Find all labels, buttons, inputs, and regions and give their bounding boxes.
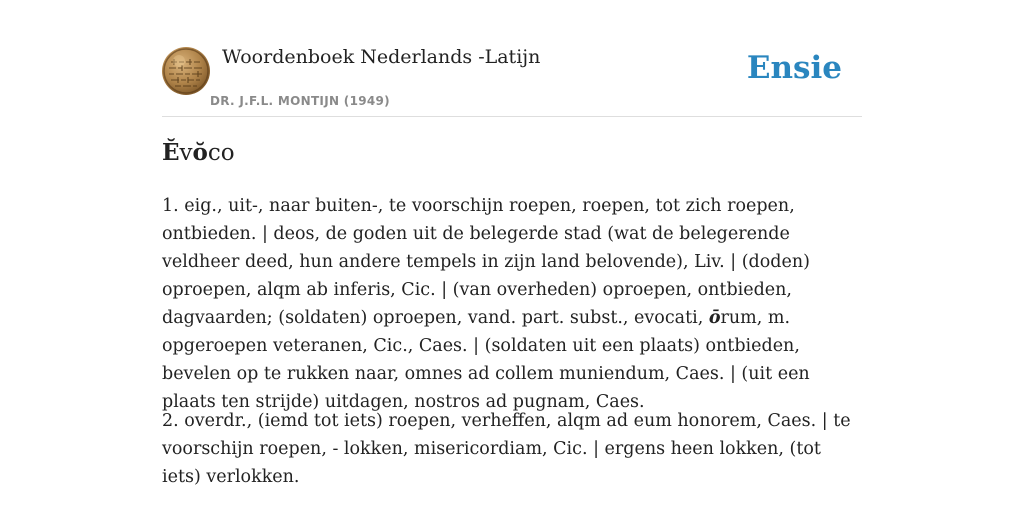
headword-ending: co — [207, 140, 235, 166]
entry-headword — [162, 139, 235, 166]
headword-first-letter: Ĕ — [162, 139, 180, 166]
dictionary-header — [162, 46, 862, 117]
headword-part: v — [179, 140, 193, 166]
dictionary-author: DR. J.F.L. MONTIJN (1949) — [210, 94, 390, 108]
definition-1-accent: ō — [708, 308, 721, 328]
dictionary-title[interactable]: Woordenboek Nederlands -Latijn — [222, 46, 541, 68]
definition-1 — [162, 192, 862, 416]
headword-accent-letter: ŏ — [192, 139, 208, 166]
bronze-coin-seal-icon[interactable] — [162, 47, 210, 95]
definition-2: 2. overdr., (iemd tot iets) roepen, verheffen, alqm ad eum honorem, Caes. | te voorschijn roepen, - lokken, misericordiam, Cic. | ergens heen lokken, (tot iets) verlokken. — [162, 411, 851, 487]
ensie-logo-link[interactable]: Ensie — [746, 50, 842, 86]
definition-1-continuation: rum, m. opgeroepen veteranen, Cic., Caes. | (soldaten uit een plaats) ontbieden, bevelen op te rukken naar, omnes ad collem muniendum, Caes. | (uit een plaats ten strijde) uitdagen, nostros ad pugnam, Caes. — [162, 308, 810, 412]
definition-1-text: 1. eig., uit-, naar buiten-, te voorschijn roepen, roepen, tot zich roepen, ontbieden. | deos, de goden uit de belegerde stad (wat de belegerende veldheer deed, hun andere tempels in zijn land belovende), Liv. | (doden) oproepen, alqm ab inferis, Cic. | (van overheden) oproepen, ontbieden, dagvaarden; (soldaten) oproepen, vand. part. subst., evocati, — [162, 196, 810, 328]
